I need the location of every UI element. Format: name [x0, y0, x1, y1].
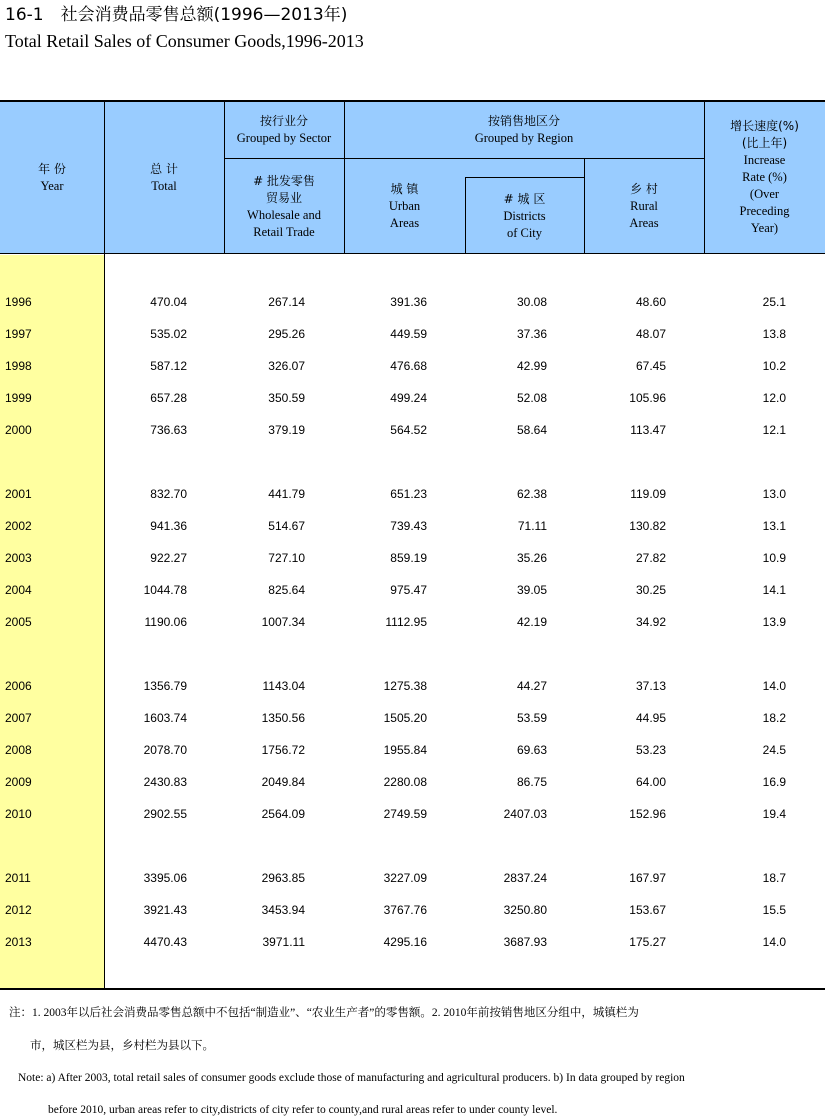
cell-rate: 18.2: [762, 711, 786, 725]
cell-rate: 13.8: [762, 327, 786, 341]
cell-districts: 42.99: [516, 359, 547, 373]
cell-rural: 44.95: [635, 711, 666, 725]
note-en-line1: Note: a) After 2003, total retail sales of consumer goods exclude those of manufacturing and agricultural producers. b) In data grouped by region: [18, 1072, 685, 1084]
header-rate-en5: Year): [750, 221, 779, 235]
header-districts-en1: Districts: [503, 208, 546, 223]
cell-total: 3921.43: [143, 903, 187, 917]
cell-urban: 651.23: [390, 487, 427, 501]
cell-year: 1999: [5, 391, 32, 405]
table-row: [0, 548, 825, 568]
cell-urban: 2749.59: [383, 807, 427, 821]
table-title-cn: 16-1 社会消费品零售总额(1996—2013年): [5, 5, 348, 25]
cell-year: 2000: [5, 423, 32, 437]
cell-rate: 14.0: [762, 935, 786, 949]
cell-wholesale: 3971.11: [262, 935, 305, 949]
cell-wholesale: 1007.34: [261, 615, 305, 629]
header-rural-en1: Rural: [630, 199, 658, 213]
cell-year: 1996: [5, 295, 32, 309]
cell-rural: 64.00: [635, 775, 666, 789]
cell-rural: 37.13: [635, 679, 666, 693]
cell-rural: 48.07: [635, 327, 666, 341]
cell-rate: 24.5: [762, 743, 786, 757]
table-row: [0, 900, 825, 920]
table-row: [0, 516, 825, 536]
cell-urban: 476.68: [390, 359, 427, 373]
cell-districts: 2407.03: [503, 807, 547, 821]
table-row: [0, 932, 825, 952]
table-row: [0, 772, 825, 792]
cell-districts: 3250.80: [503, 903, 547, 917]
cell-rural: 67.45: [635, 359, 666, 373]
cell-total: 2078.70: [143, 743, 187, 757]
header-rate-cn2: (比上年): [741, 136, 788, 150]
cell-rate: 14.1: [762, 583, 786, 597]
header-urban-en2: Areas: [389, 216, 420, 230]
cell-districts: 86.75: [516, 775, 547, 789]
cell-districts: 2837.24: [503, 871, 547, 885]
cell-wholesale: 514.67: [268, 519, 305, 533]
cell-districts: 62.38: [516, 487, 547, 501]
header-districts: [465, 178, 584, 254]
header-total-en: Total: [151, 178, 177, 193]
cell-wholesale: 379.19: [268, 423, 305, 437]
header-districts-en2: of City: [506, 225, 543, 240]
cell-year: 2006: [5, 679, 32, 693]
table-row: [0, 388, 825, 408]
table-title-en: Total Retail Sales of Consumer Goods,1996-2013: [5, 31, 364, 51]
cell-wholesale: 2963.85: [261, 871, 305, 885]
table-bottom-border: [0, 988, 825, 990]
cell-urban: 1275.38: [383, 679, 427, 693]
header-sector-en: Grouped by Sector: [236, 130, 332, 145]
cell-total: 941.36: [150, 519, 187, 533]
note-cn-line1: 注：1. 2003年以后社会消费品零售总额中不包括“制造业”、“农业生产者”的零售额。2. 2010年前按销售地区分组中，城镇栏为: [9, 1007, 639, 1019]
table-row: [0, 356, 825, 376]
cell-districts: 53.59: [516, 711, 547, 725]
cell-rural: 27.82: [635, 551, 666, 565]
cell-wholesale: 441.79: [268, 487, 305, 501]
cell-urban: 2280.08: [383, 775, 427, 789]
header-rate-en4: Preceding: [739, 204, 790, 218]
cell-wholesale: 727.10: [268, 551, 305, 565]
header-sector-group: [224, 101, 344, 158]
cell-districts: 39.05: [516, 583, 547, 597]
cell-urban: 4295.16: [383, 935, 427, 949]
cell-total: 832.70: [150, 487, 187, 501]
cell-total: 1190.06: [144, 615, 187, 629]
table-row: [0, 740, 825, 760]
table-row: [0, 580, 825, 600]
header-region-en: Grouped by Region: [474, 130, 574, 145]
cell-wholesale: 295.26: [268, 327, 305, 341]
header-region-cn: 按销售地区分: [487, 113, 560, 128]
cell-urban: 3227.09: [383, 871, 427, 885]
cell-year: 2005: [5, 615, 32, 629]
cell-wholesale: 2564.09: [261, 807, 305, 821]
header-rural: [584, 159, 704, 254]
cell-total: 1356.79: [143, 679, 187, 693]
cell-total: 657.28: [150, 391, 187, 405]
cell-rate: 12.1: [762, 423, 786, 437]
header-wholesale-cn2: 贸易业: [265, 190, 302, 205]
cell-wholesale: 267.14: [268, 295, 305, 309]
cell-urban: 975.47: [390, 583, 427, 597]
cell-rural: 30.25: [635, 583, 666, 597]
header-rate-en1: Increase: [743, 153, 786, 167]
cell-districts: 69.63: [516, 743, 547, 757]
cell-total: 470.04: [150, 295, 187, 309]
cell-districts: 37.36: [516, 327, 547, 341]
cell-urban: 1112.95: [385, 615, 427, 629]
cell-total: 3395.06: [143, 871, 187, 885]
table-row: [0, 804, 825, 824]
header-year-en: Year: [40, 178, 64, 193]
header-year: [0, 101, 104, 254]
header-rate-en2: Rate (%): [742, 170, 787, 184]
cell-rural: 105.96: [629, 391, 666, 405]
table-row: [0, 484, 825, 504]
header-districts-cn: # 城 区: [503, 191, 546, 206]
cell-rural: 130.82: [629, 519, 666, 533]
cell-rural: 113.47: [630, 423, 666, 437]
header-total-cn: 总 计: [150, 161, 178, 176]
header-rural-en2: Areas: [629, 216, 659, 230]
cell-districts: 42.19: [516, 615, 547, 629]
cell-total: 2430.83: [143, 775, 187, 789]
cell-rate: 13.9: [762, 615, 786, 629]
cell-rural: 167.97: [629, 871, 666, 885]
note-en-line2: before 2010, urban areas refer to city,districts of city refer to county,and rural areas refer to under county level.: [48, 1104, 558, 1116]
cell-year: 2008: [5, 743, 32, 757]
cell-rural: 34.92: [635, 615, 666, 629]
cell-total: 4470.43: [143, 935, 187, 949]
cell-rate: 15.5: [762, 903, 786, 917]
header-rate: [704, 101, 825, 254]
cell-year: 2007: [5, 711, 32, 725]
cell-year: 1998: [5, 359, 32, 373]
cell-rural: 53.23: [635, 743, 666, 757]
cell-rate: 19.4: [762, 807, 786, 821]
cell-total: 922.27: [150, 551, 187, 565]
cell-urban: 564.52: [390, 423, 427, 437]
cell-urban: 1505.20: [383, 711, 427, 725]
cell-districts: 44.27: [516, 679, 547, 693]
table-row: [0, 868, 825, 888]
cell-urban: 1955.84: [383, 743, 427, 757]
header-rural-cn: 乡 村: [630, 182, 658, 196]
cell-rural: 175.27: [629, 935, 666, 949]
cell-year: 2010: [5, 807, 32, 821]
cell-wholesale: 1350.56: [261, 711, 305, 725]
table-row: [0, 292, 825, 312]
header-wholesale-en1: Wholesale and: [247, 207, 321, 222]
header-total: [104, 101, 224, 254]
cell-urban: 499.24: [390, 391, 427, 405]
header-urban-en1: Urban: [388, 199, 421, 213]
header-urban: [344, 159, 465, 254]
table-row: [0, 708, 825, 728]
cell-total: 2902.55: [143, 807, 187, 821]
cell-rural: 48.60: [635, 295, 666, 309]
cell-rural: 119.09: [630, 487, 666, 501]
cell-year: 2002: [5, 519, 32, 533]
header-year-cn: 年 份: [38, 161, 66, 176]
header-urban-cn: 城 镇: [390, 182, 419, 196]
cell-districts: 3687.93: [503, 935, 547, 949]
header-rate-en3: (Over: [749, 187, 780, 201]
cell-year: 2003: [5, 551, 32, 565]
cell-total: 1603.74: [143, 711, 187, 725]
cell-urban: 391.36: [390, 295, 427, 309]
cell-rate: 18.7: [762, 871, 786, 885]
cell-year: 1997: [5, 327, 32, 341]
cell-total: 1044.78: [143, 583, 187, 597]
header-wholesale-en2: Retail Trade: [253, 224, 315, 239]
cell-wholesale: 3453.94: [261, 903, 305, 917]
cell-wholesale: 1756.72: [261, 743, 305, 757]
cell-rural: 152.96: [629, 807, 666, 821]
cell-urban: 739.43: [390, 519, 427, 533]
cell-urban: 859.19: [390, 551, 427, 565]
cell-districts: 58.64: [516, 423, 547, 437]
cell-wholesale: 350.59: [268, 391, 305, 405]
cell-rate: 10.9: [762, 551, 786, 565]
cell-year: 2009: [5, 775, 32, 789]
cell-wholesale: 1143.04: [262, 679, 305, 693]
table-row: [0, 420, 825, 440]
table-row: [0, 612, 825, 632]
cell-districts: 71.11: [517, 519, 547, 533]
cell-urban: 449.59: [390, 327, 427, 341]
cell-urban: 3767.76: [383, 903, 427, 917]
cell-year: 2012: [5, 903, 32, 917]
header-sector-cn: 按行业分: [259, 113, 308, 128]
cell-year: 2001: [5, 487, 32, 501]
cell-total: 535.02: [150, 327, 187, 341]
header-region-group: [344, 101, 704, 158]
cell-year: 2004: [5, 583, 32, 597]
cell-total: 587.12: [150, 359, 187, 373]
cell-districts: 35.26: [516, 551, 547, 565]
cell-year: 2011: [5, 871, 31, 885]
cell-total: 736.63: [150, 423, 187, 437]
cell-rural: 153.67: [629, 903, 666, 917]
header-wholesale: [224, 159, 344, 254]
cell-rate: 13.0: [762, 487, 786, 501]
cell-districts: 30.08: [516, 295, 547, 309]
cell-wholesale: 2049.84: [261, 775, 305, 789]
cell-wholesale: 326.07: [268, 359, 305, 373]
table-row: [0, 324, 825, 344]
header-wholesale-cn1: # 批发零售: [253, 173, 315, 188]
cell-rate: 10.2: [762, 359, 786, 373]
cell-rate: 13.1: [762, 519, 786, 533]
header-rate-cn1: 增长速度(%): [730, 119, 799, 133]
cell-year: 2013: [5, 935, 32, 949]
table-row: [0, 676, 825, 696]
cell-rate: 16.9: [762, 775, 786, 789]
cell-districts: 52.08: [516, 391, 547, 405]
note-cn-line2: 市，城区栏为县，乡村栏为县以下。: [30, 1040, 214, 1052]
cell-rate: 12.0: [762, 391, 786, 405]
cell-wholesale: 825.64: [268, 583, 305, 597]
cell-rate: 25.1: [762, 295, 786, 309]
cell-rate: 14.0: [762, 679, 786, 693]
